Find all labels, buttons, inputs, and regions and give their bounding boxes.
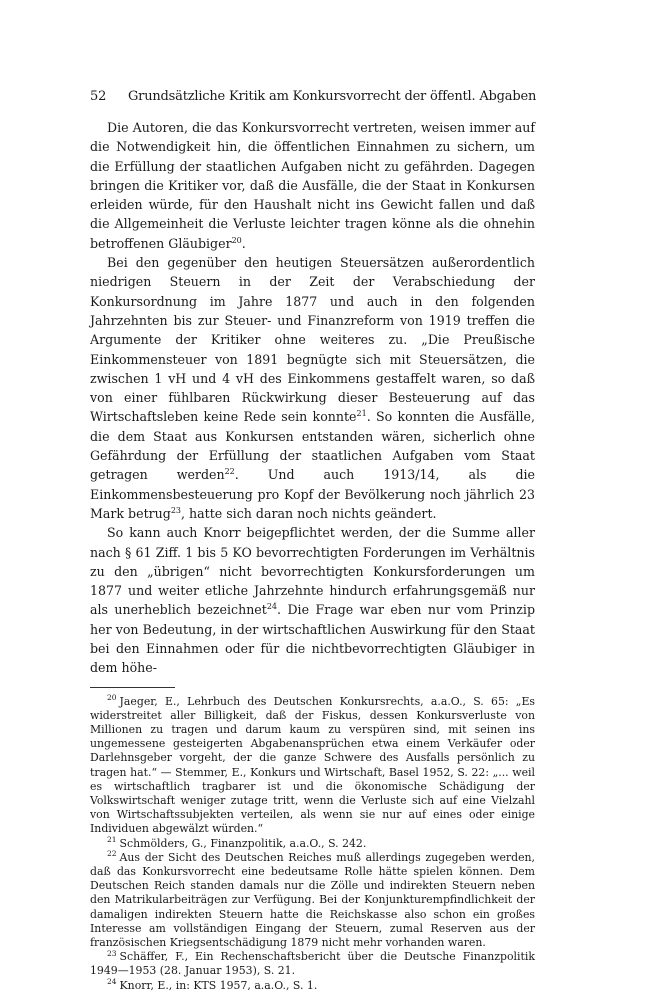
- footnote-number: 22: [107, 849, 117, 859]
- footnote-ref[interactable]: 24: [266, 602, 278, 612]
- footnote-ref[interactable]: 23: [170, 505, 182, 515]
- running-head: [90, 88, 535, 106]
- footnote-text: Knorr, E., in: KTS 1957, a.a.O., S. 1.: [119, 978, 318, 992]
- footnote-text: Schäffer, F., Ein Rechenschaftsbericht über die Deutsche Finanzpolitik 1949—1953 (28. Januar 1953), S. 21.: [90, 950, 535, 978]
- footnote: [90, 692, 535, 837]
- footnote: [90, 851, 535, 950]
- footnote-number: 21: [107, 835, 117, 845]
- paragraph: So kann auch Knorr beigepflichtet werden, der die Summe aller nach § 61 Ziff. 1 bis 5 KO bevorrechtigten Forderungen im Verhältnis zu den „übrigen“ nicht bevorrechtigten Konkursforderungen um 1877 und weiter etliche Jahrzehnte hindurch erfahrungsgemäß nur als unerheblich bezeichnet$^{24}$. Die Frage war eben nur vom Prinzip her von Bedeutung, in der wirtschaftlichen Auswirkung für den Staat bei den Einnahmen oder für die nichtbevorrechtigten Gläubiger in dem höhe-: [90, 525, 536, 676]
- running-head-title: Grundsätzliche Kritik am Konkursvorrecht der öffentl. Abgaben: [128, 89, 537, 104]
- body-text: [90, 118, 535, 678]
- page-number: 52: [90, 89, 107, 104]
- paragraph: Bei den gegenüber den heutigen Steuersätzen außerordentlich niedrigen Steuern in der Zeit der Verabschiedung der Konkursordnung im Jahre 1877 und auch in den folgenden Jahrzehnten bis zur Steuer- und Finanzreform von 1919 treffen die Argumente der Kritiker ohne weiteres zu. „Die Preußische Einkommensteuer von 1891 begnügte sich mit Steuersätzen, die zwischen 1 vH und 4 vH des Einkommens gestaffelt waren, so daß von einer fühlbaren Rückwirkung dieser Besteuerung auf das Wirtschaftsleben keine Rede sein konnte$^{21}$. So konnten die Ausfälle, die dem Staat aus Konkursen entstanden wären, sicherlich ohne Gefährdung der Erfüllung der staatlichen Aufgaben vom Staat getragen werden$^{22}$. Und auch 1913/14, als die Einkommensbesteuerung pro Kopf der Bevölkerung noch jährlich 23 Mark betrug$^{23}$, hatte sich daran noch nichts geändert.: [90, 255, 535, 521]
- footnote: [90, 979, 535, 993]
- footnote: [90, 950, 535, 978]
- footnote-number: 23: [107, 948, 117, 958]
- footnote: [90, 837, 535, 851]
- footnote-text: Jaeger, E., Lehrbuch des Deutschen Konkursrechts, a.a.O., S. 65: „Es widerstreitet aller Billigkeit, daß der Fiskus, dessen Konkursverluste von Millionen zu tragen und darum kaum zu verspüren sind, mit seinen ins ungemessene gesteigerten Abgabenansprüchen etwa einem Verkäufer oder Darlehnsgeber vorgeht, der die ganze Schwere des Ausfalls persönlich zu tragen hat.“ — Stemmer, E., Konkurs und Wirtschaft, Basel 1952, S. 22: „... weil es wirtschaftlich tragbarer ist und die ökonomische Schädigung der Volkswirtschaft weniger zutage tritt, wenn die Verluste sich auf eine Vielzahl von Wirtschaftssubjekten verteilen, als wenn sie nur auf eines oder einige Individuen abgewälzt würden.“: [90, 694, 535, 836]
- footnote-number: 20: [107, 692, 117, 702]
- footnote-divider: [90, 687, 175, 688]
- footnote-text: Aus der Sicht des Deutschen Reiches muß allerdings zugegeben werden, daß das Konkursvorrecht eine bedeutsame Rolle hätte spielen können. Dem Deutschen Reich standen damals nur die Zölle und indirekten Steuern neben den Matrikularbeiträgen zur Verfügung. Bei der Konjunkturempfindlichkeit der damaligen indirekten Steuern hatte die Reichskasse also schon ein großes Interesse am vollständigen Eingang der Steuern, zumal Reserven aus der französischen Kriegsentschädigung 1879 nicht mehr vorhanden waren.: [90, 850, 535, 950]
- footnote-number: 24: [107, 977, 117, 987]
- paragraph: Die Autoren, die das Konkursvorrecht vertreten, weisen immer auf die Notwendigkeit hin, die öffentlichen Einnahmen zu sichern, um die Erfüllung der staatlichen Aufgaben nicht zu gefährden. Dagegen bringen die Kritiker vor, daß die Ausfälle, die der Staat in Konkursen erleiden würde, für den Haushalt nicht ins Gewicht fallen und daß die Allgemeinheit die Verluste leichter tragen könne als die ohnehin betroffenen Gläubiger$^{20}$.: [90, 120, 535, 251]
- footnote-ref[interactable]: 21: [356, 409, 367, 419]
- footnote-ref[interactable]: 22: [224, 467, 235, 477]
- footnote-ref[interactable]: 20: [231, 235, 242, 245]
- footnote-text: Schmölders, G., Finanzpolitik, a.a.O., S. 242.: [119, 836, 367, 850]
- footnotes: [90, 692, 535, 993]
- book-page: [90, 88, 535, 993]
